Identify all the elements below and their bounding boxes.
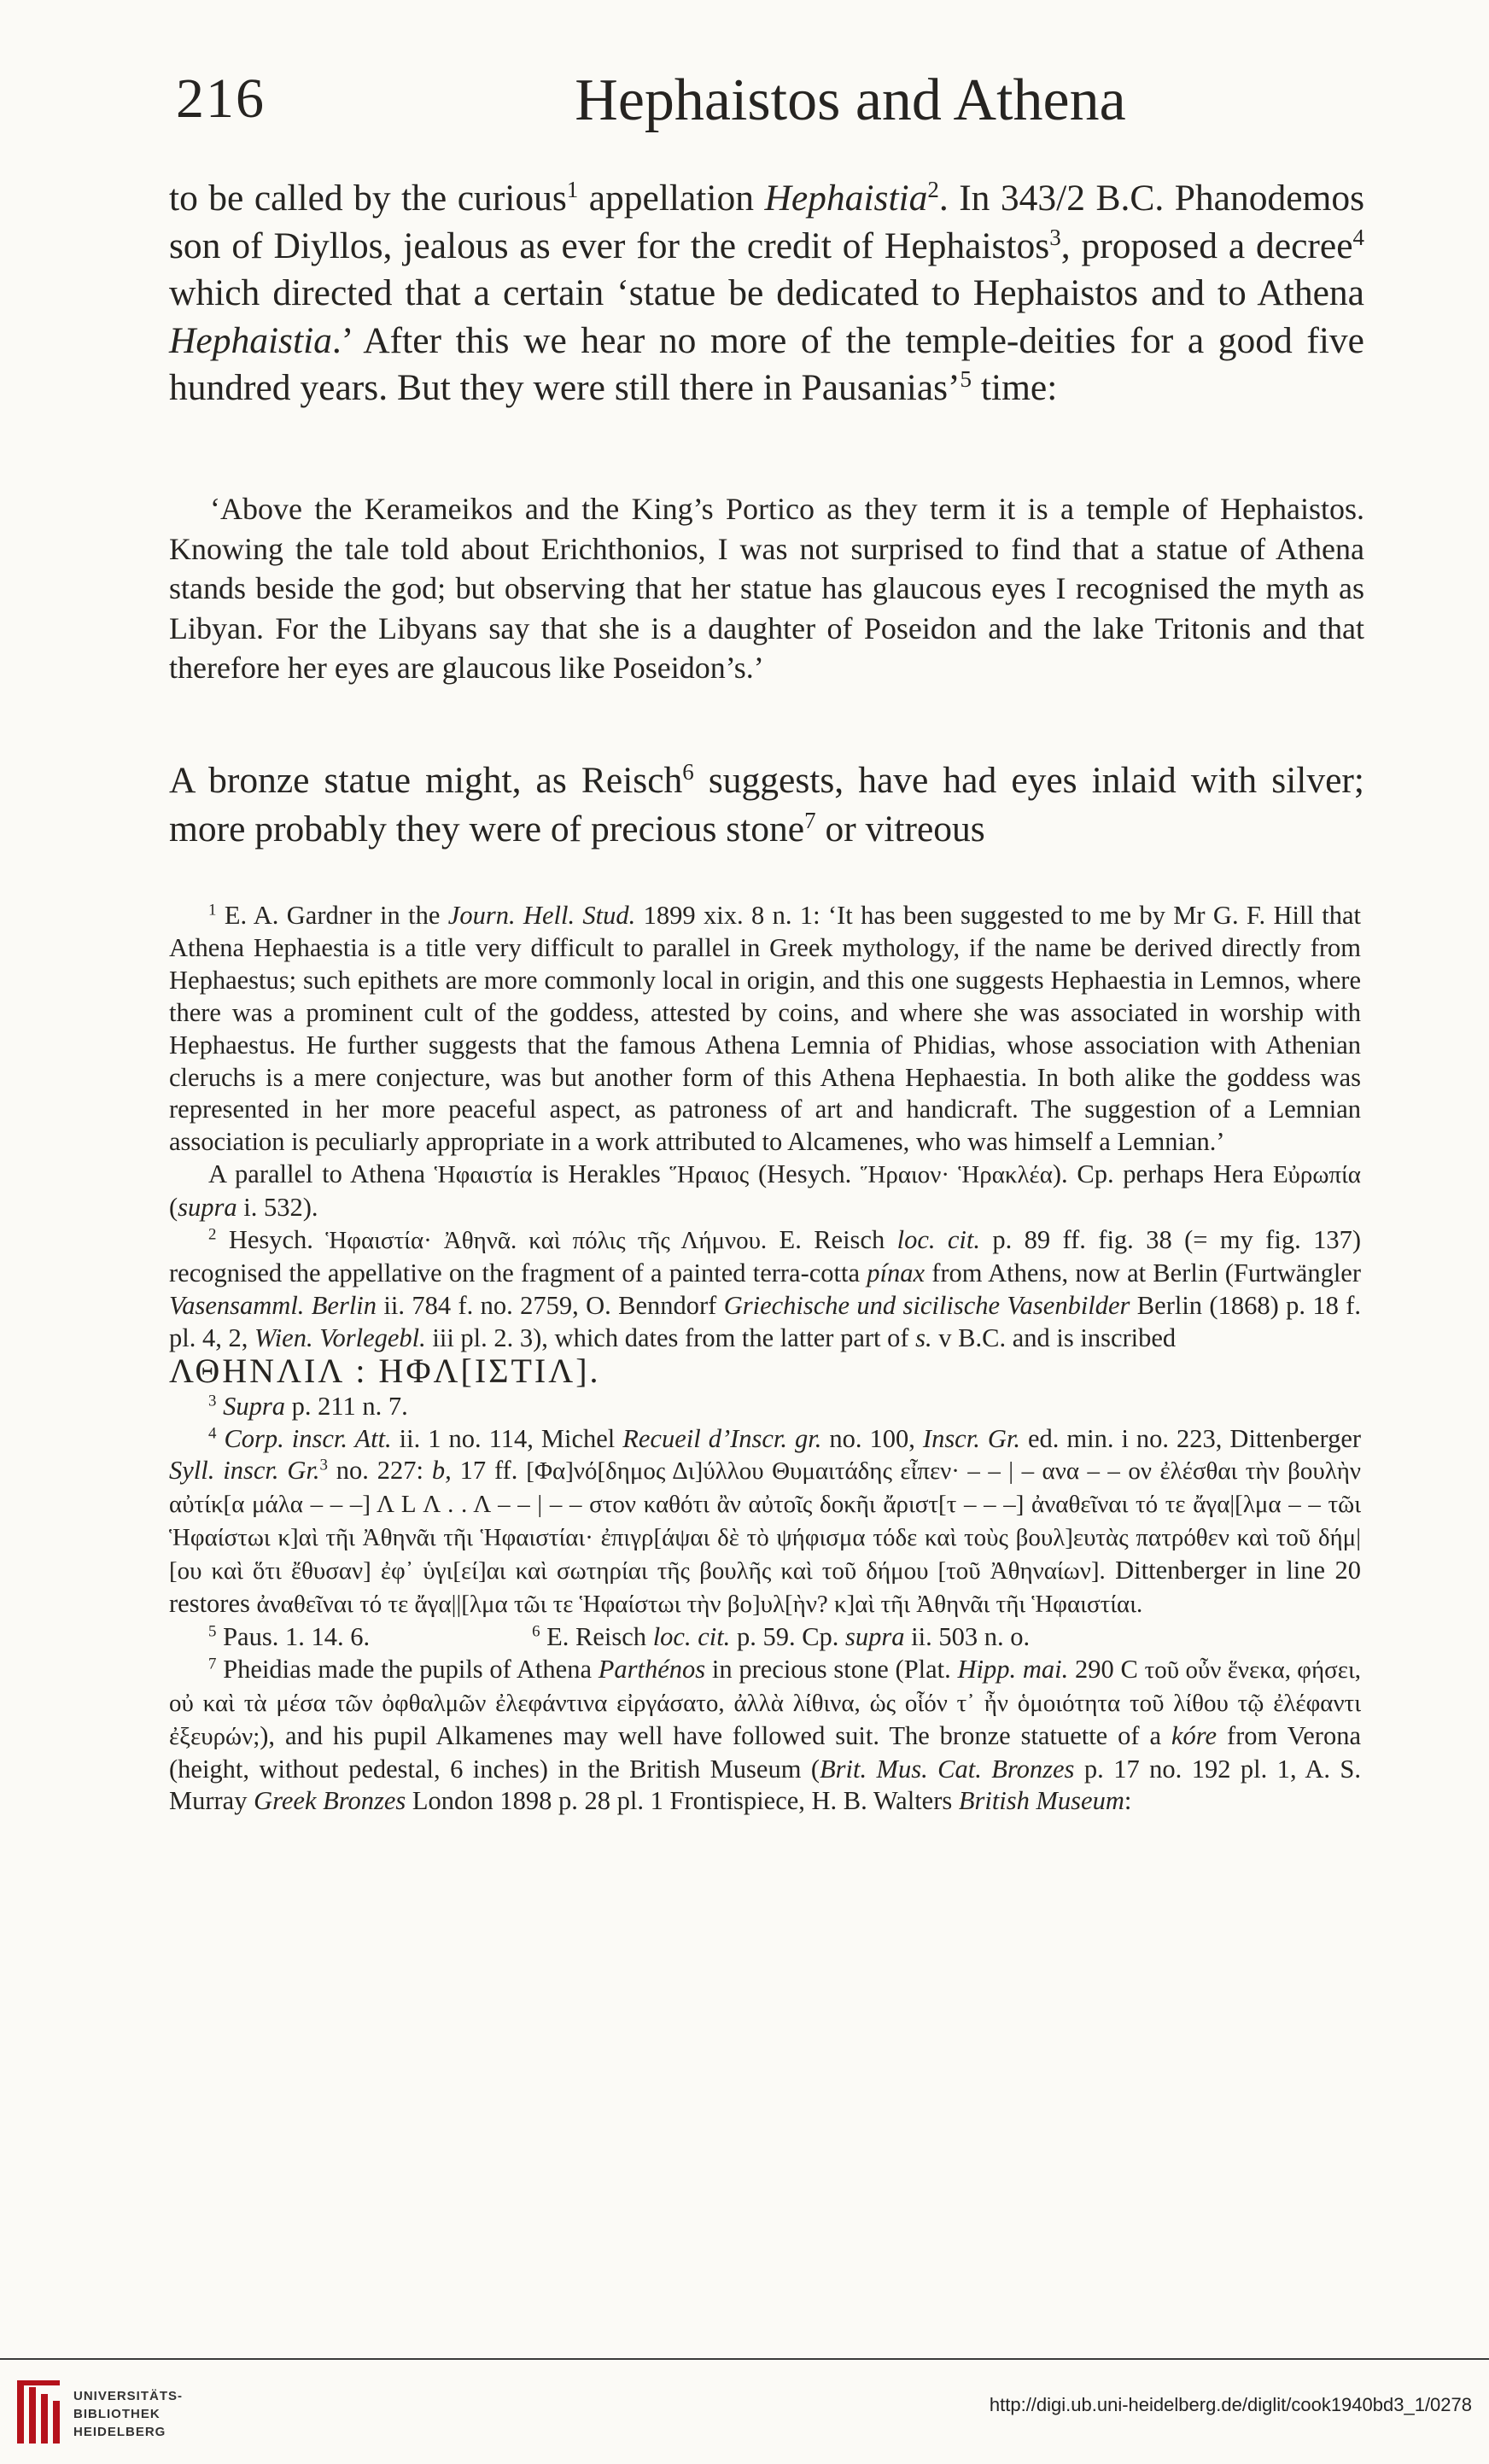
- pausanias-quotation: ‘Above the Kerameikos and the King’s Portico as they term it is a temple of Hephaistos. Knowing the tale told about Erichthonios, I was not surprised to find that a statue of Athena stands beside the god; but observing that her statue has glaucous eyes I recognised the myth as Libyan. For the Libyans say that she is a daughter of Poseidon and the lake Tritonis and that therefore her eyes are glaucous like Poseidon’s.’: [169, 492, 1364, 686]
- footnote-ref[interactable]: 1: [566, 177, 579, 203]
- page-number: 216: [176, 67, 266, 130]
- main-paragraph-2: A bronze statue might, as Reisch$^6$ suggests, have had eyes inlaid with silver; more probably they were of precious stone$^7$ or vitreous: [169, 759, 1364, 850]
- logo-line: HEIDELBERG: [73, 2425, 166, 2439]
- footnotes: [169, 900, 1361, 1818]
- footnote-1: $^1$ E. A. Gardner in the Journ. Hell. Stud. 1899 xix. 8 n. 1: ‘It has been suggested to me by Mr G. F. Hill that Athena Hephaestia is a title very difficult to parallel in Greek mythology, if the name be derived directly from Hephaestus; such epithets are more commonly local in origin, and this one suggests Hephaestia in Lemnos, where there was a prominent cult of the goddess, attested by coins, and where she was associated in worship with Hephaestus. He further suggests that the famous Athena Lemnia of Phidias, whose association with Athenian cleruchs is a mere conjecture, was but another form of this Athena Hephaestia. In both alike the goddess was represented in her more peaceful aspect, as patroness of art and handicraft. The suggestion of a Lemnian association is peculiarly appropriate in a work attributed to Alcamenes, who was himself a Lemnian.’: [169, 901, 1361, 1157]
- footnote-ref[interactable]: 2: [927, 177, 939, 203]
- footnote-ref[interactable]: 4: [1352, 224, 1364, 250]
- library-logo[interactable]: [14, 2375, 184, 2449]
- digitization-footer: [0, 2358, 1489, 2464]
- permalink-url[interactable]: http://digi.ub.uni-heidelberg.de/diglit/cook1940bd3_1/0278: [989, 2394, 1472, 2415]
- footnote-ref[interactable]: 3: [1049, 224, 1061, 250]
- footnote-3: $^3$ Supra p. 211 n. 7.: [208, 1391, 408, 1421]
- page-header: [176, 67, 1337, 143]
- footnote-ref[interactable]: 5: [960, 366, 972, 393]
- library-emblem-icon: [14, 2375, 61, 2449]
- footnote-5-6: $^5$ Paus. 1. 14. 6. $^6$ E. Reisch loc. cit. p. 59. Cp. supra ii. 503 n. o.: [208, 1621, 1031, 1651]
- footnote-2: $^2$ Hesych. Ἡφαιστία· Ἀθηνᾶ. καὶ πόλις τῆς Λήμνου. E. Reisch loc. cit. p. 89 ff. fig. 38 (= my fig. 137) recognised the appellative on the fragment of a painted terra-cotta pínax from Athens, now at Berlin (Furtwängler Vasensamml. Berlin ii. 784 f. no. 2759, O. Benndorf Griechische und sicilische Vasenbilder Berlin (1868) p. 18 f. pl. 4, 2, Wien. Vorlegebl. iii pl. 2. 3), which dates from the latter part of s. v B.C. and is inscribed: [169, 1225, 1361, 1352]
- logo-line: UNIVERSITÄTS-: [73, 2389, 184, 2403]
- footnote-2-inscription: ΛΘΗΝΛΙΛ : ΗΦΛ[ΙΣΤΙΛ].: [169, 1351, 601, 1390]
- footnote-7: $^7$ Pheidias made the pupils of Athena Parthénos in precious stone (Plat. Hipp. mai. 290 C τοῦ οὖν ἕνεκα, φήσει, οὐ καὶ τὰ μέσα τῶν ὀφθαλμῶν ἐλεφάντινα εἰργάσατο, ἀλλὰ λίθινα, ὡς οἷόν τ᾽ ἦν ὁμοιότητα τοῦ λίθου τῷ ἐλέφαντι ἐξευρών;), and his pupil Alkamenes may well have followed suit. The bronze statuette of a kóre from Verona (height, without pedestal, 6 inches) in the British Museum (Brit. Mus. Cat. Bronzes p. 17 no. 192 pl. 1, A. S. Murray Greek Bronzes London 1898 p. 28 pl. 1 Frontispiece, H. B. Walters British Museum:: [169, 1654, 1362, 1816]
- footnote-1-parallel: A parallel to Athena Ἡφαιστία is Herakles Ἥραιος (Hesych. Ἥραιον· Ἡρακλέα). Cp. perhaps Hera Εὐρωπία (supra i. 532).: [169, 1159, 1361, 1223]
- footnote-4: $^4$ Corp. inscr. Att. ii. 1 no. 114, Michel Recueil d’Inscr. gr. no. 100, Inscr. Gr. ed. min. i no. 223, Dittenberger Syll. inscr. Gr.$^3$ no. 227: b, 17 ff. [Φα]νό[δημος Δι]ύλλου Θυμαιτάδης εἶπεν· – – | – ανα – – ον ἐλέσθαι τὴν βουλὴν αὐτίκ[α μάλα – – –] Λ L Λ . . Λ – – | – – στον καθότι ἂν αὐτοῖς δοκῆι ἄριστ[τ – – –] ἀναθεῖναι τό τε ἄγα|[λμα – – τῶι Ἡφαίστωι κ]αὶ τῆι Ἀθηνᾶι τῆι Ἡφαιστίαι· ἐπιγρ[άψαι δὲ τὸ ψήφισμα τόδε καὶ τοὺς βουλ]ευτὰς πατρόθεν καὶ τοῦ δήμ|[ου καὶ ὅτι ἔθυσαν] ἐφ᾽ ὑγι[εί]αι καὶ σωτηρίαι τῆς βουλῆς καὶ τοῦ δήμου [τοῦ Ἀθηναίων]. Dittenberger in line 20 restores ἀναθεῖναι τό τε ἄγα||[λμα τῶι τε Ἡφαίστωι τὴν βο]υλ[ὴν? κ]αὶ τῆι Ἀθηνᾶι τῆι Ἡφαιστίαι.: [169, 1423, 1362, 1619]
- main-paragraph-1: to be called by the curious$^1$ appellation Hephaistia$^2$. In 343/2 B.C. Phanodemos son of Diyllos, jealous as ever for the credit of Hephaistos$^3$, proposed a decree$^4$ which directed that a certain ‘statue be dedicated to Hephaistos and to Athena Hephaistia.’ After this we hear no more of the temple-deities for a good five hundred years. But they were still there in Pausanias’$^5$ time:: [169, 177, 1365, 408]
- footnote-ref[interactable]: 6: [682, 759, 694, 785]
- logo-line: BIBLIOTHEK: [73, 2407, 161, 2421]
- running-title: Hephaistos and Athena: [575, 67, 1126, 133]
- footnote-ref[interactable]: 7: [804, 808, 816, 834]
